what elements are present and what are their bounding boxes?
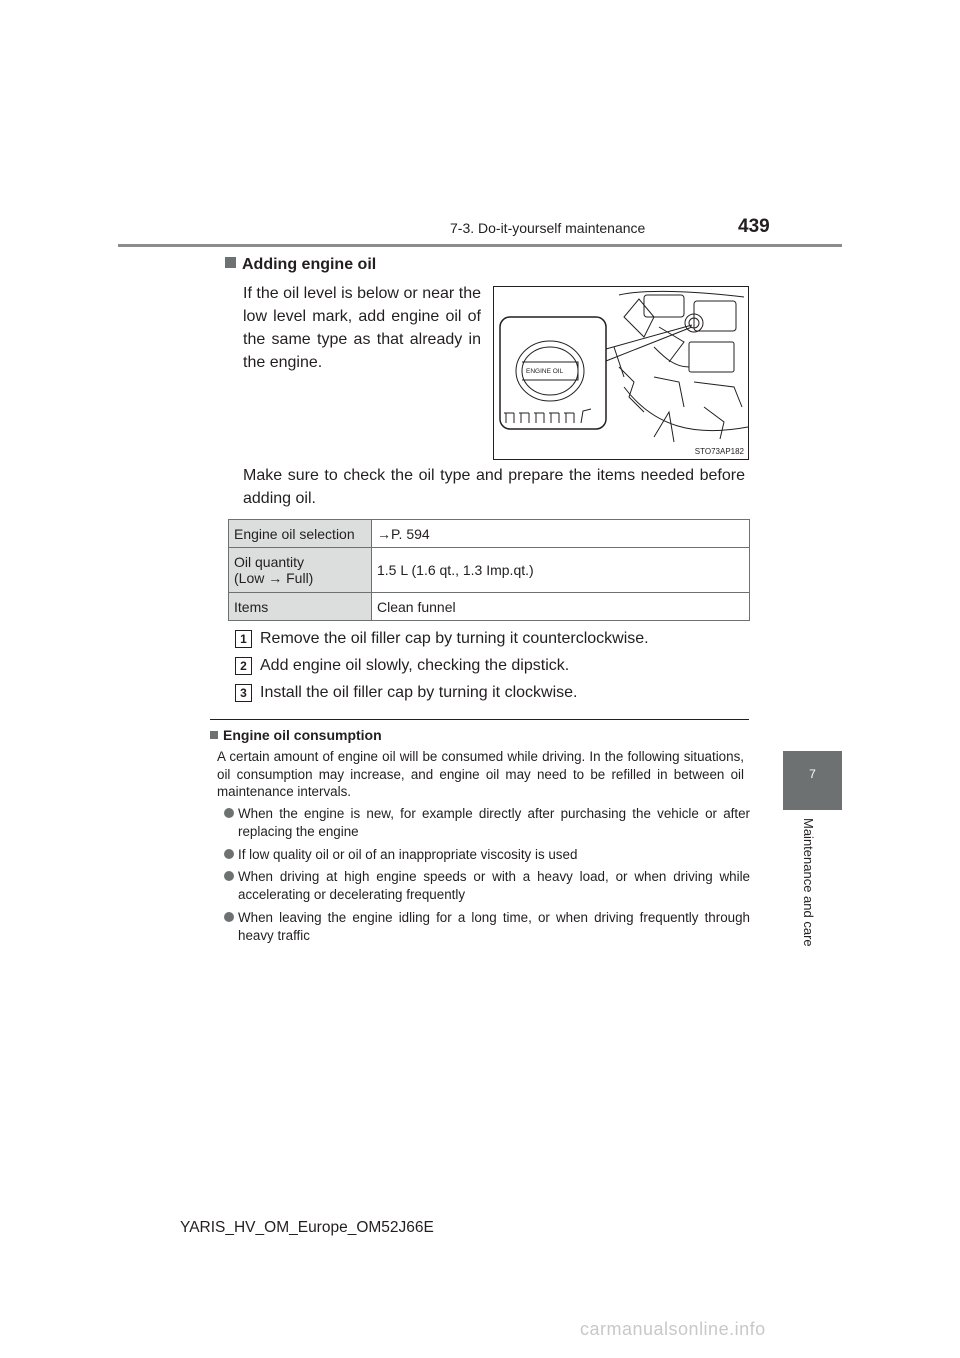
- intro-paragraph: If the oil level is below or near the low level mark, add engine oil of the same type as that already in the engine.: [243, 285, 481, 371]
- chapter-tab: [783, 751, 842, 810]
- document-id: YARIS_HV_OM_Europe_OM52J66E: [180, 1219, 434, 1236]
- step-text: Add engine oil slowly, checking the dipstick.: [260, 657, 570, 674]
- step-number: 2: [235, 657, 252, 675]
- watermark: carmanualsonline.info: [580, 1319, 766, 1339]
- square-bullet-icon: [210, 731, 218, 739]
- cap-label: ENGINE OIL: [526, 368, 564, 375]
- section-breadcrumb: 7-3. Do-it-yourself maintenance: [450, 220, 646, 236]
- step-number: 1: [235, 630, 252, 648]
- square-bullet-icon: [225, 257, 236, 268]
- table-row: [229, 548, 750, 593]
- notes-divider: [210, 719, 749, 720]
- page-number: 439: [738, 216, 770, 237]
- table-row: [229, 593, 750, 621]
- step-text: Install the oil filler cap by turning it clockwise.: [260, 684, 578, 701]
- table-label: Engine oil selection: [229, 520, 372, 548]
- oil-filler-cap-illustration: [493, 286, 749, 460]
- table-row: [229, 520, 750, 548]
- bullet-dot-icon: [224, 808, 234, 818]
- illustration-code: STO73AP182: [694, 447, 744, 456]
- step-text: Remove the oil filler cap by turning it counterclockwise.: [260, 630, 649, 647]
- bullet-dot-icon: [224, 871, 234, 881]
- section-title: Adding engine oil: [225, 256, 376, 274]
- table-value: Clean funnel: [372, 593, 750, 621]
- table-value: →P. 594: [372, 520, 750, 548]
- bullet-dot-icon: [224, 912, 234, 922]
- bullet-dot-icon: [224, 849, 234, 859]
- note-paragraph: A certain amount of engine oil will be consumed while driving. In the following situations, oil consumption may increase, and engine oil may need to be refilled in between oil maintenance intervals.: [217, 749, 744, 799]
- table-label: Oil quantity (Low → Full): [229, 548, 372, 593]
- table-value: 1.5 L (1.6 qt., 1.3 Imp.qt.): [372, 548, 750, 593]
- step-number: 3: [235, 684, 252, 702]
- note-title: Engine oil consumption: [210, 727, 382, 743]
- table-label: Items: [229, 593, 372, 621]
- chapter-label: Maintenance and care: [801, 818, 816, 947]
- header-divider: [118, 244, 842, 247]
- chapter-number: 7: [809, 767, 816, 781]
- oil-spec-table: [228, 519, 750, 621]
- engine-bay-drawing: [494, 287, 749, 460]
- prep-paragraph: Make sure to check the oil type and prepare the items needed before adding oil.: [243, 467, 745, 507]
